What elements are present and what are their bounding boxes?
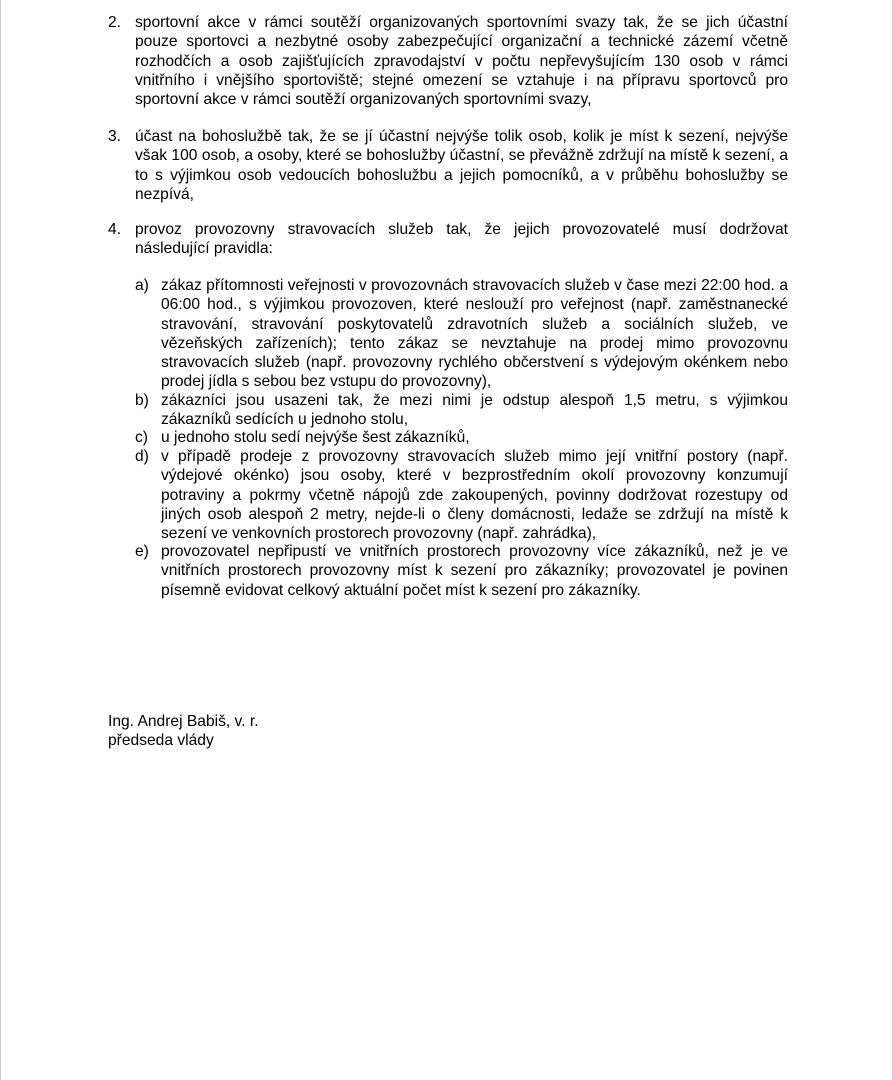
item-text: sportovní akce v rámci soutěží organizovaných sportovními svazy tak, že se jich účastní pouze sportovci a nezbytné osoby zabezpečující organizační a technické zázemí včetně rozhodčích a osob zajišťujících zpravodajství v počtu nepřevyšujícím 130 osob v rámci vnitřního i vnějšího sportoviště; stejné omezení se vztahuje i na přípravu sportovců pro sportovní akce v rámci soutěží organizovaných sportovními svazy,: [135, 14, 788, 109]
rule-text: v případě prodeje z provozovny stravovacích služeb mimo její vnitřní postory (např. výdejové okénko) jsou osoby, které v bezprostředním okolí provozovny konzumují potraviny a pokrmy včetně nápojů zde zakoupených, povinny dodržovat rozestupy od jiných osob alespoň 2 metry, nejde-li o členy domácnosti, ledaže se zdržují na místě k sezení ve venkovních prostorech provozovny (např. zahrádka),: [161, 448, 788, 543]
rule-text: u jednoho stolu sedí nejvýše šest zákazníků,: [161, 429, 470, 446]
item-text: účast na bohoslužbě tak, že se jí účastní nejvýše tolik osob, kolik je míst k sezení, nejvýše však 100 osob, a osoby, které se bohoslužby účastní, se převážně zdržují na místě k sezení, a to s výjimkou osob vedoucích bohoslužbu a jejich pomocníků, a v průběhu bohoslužby se nezpívá,: [135, 128, 788, 203]
signatory-name: Ing. Andrej Babiš, v. r.: [108, 713, 259, 730]
rule-c: [135, 428, 788, 447]
rule-letter: c): [135, 429, 148, 446]
list-item-3: [108, 127, 788, 204]
rule-a: [135, 276, 788, 392]
rule-letter: a): [135, 277, 149, 294]
rule-letter: e): [135, 543, 149, 560]
rule-b: [135, 391, 788, 430]
item-number: 3.: [108, 128, 122, 145]
item-text: provoz provozovny stravovacích služeb tak, že jejich provozovatelé musí dodržovat následující pravidla:: [135, 221, 788, 258]
list-item-4: [108, 220, 788, 259]
rule-text: provozovatel nepřipustí ve vnitřních prostorech provozovny více zákazníků, než je ve vnitřních prostorech provozovny míst k sezení pro zákazníky; provozovatel je povinen písemně evidovat celkový aktuální počet míst k sezení pro zákazníky.: [161, 543, 788, 599]
item-number: 2.: [108, 14, 122, 31]
rule-text: zákaz přítomnosti veřejnosti v provozovnách stravovacích služeb v čase mezi 22:00 hod. a 06:00 hod., s výjimkou provozoven, které neslouží pro veřejnost (např. zaměstnanecké stravování, stravování poskytovatelů zdravotních služeb a sociálních služeb, ve vězeňských zařízeních); tento zákaz se nevztahuje na prodej mimo provozovnu stravovacích služeb (např. provozovny rychlého občerstvení s výdejovým okénkem nebo prodej jídla s sebou bez vstupu do provozovny),: [161, 277, 788, 391]
rule-e: [135, 542, 788, 600]
rule-letter: d): [135, 448, 149, 465]
item-number: 4.: [108, 221, 122, 238]
rule-text: zákazníci jsou usazeni tak, že mezi nimi je odstup alespoň 1,5 metru, s výjimkou zákazníků sedících u jednoho stolu,: [161, 392, 788, 429]
rule-d: [135, 447, 788, 543]
list-item-2: [108, 13, 788, 109]
signature-block: [108, 712, 259, 751]
signatory-role: předseda vlády: [108, 732, 214, 750]
rule-letter: b): [135, 392, 149, 409]
